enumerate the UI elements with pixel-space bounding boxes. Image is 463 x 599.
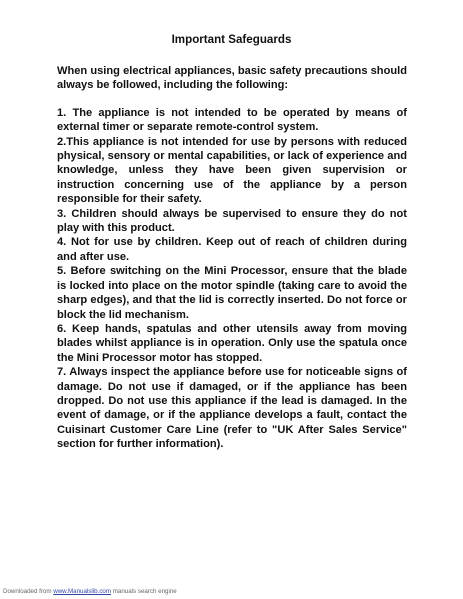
download-footer xyxy=(3,588,177,596)
intro-paragraph: When using electrical appliances, basic safety precautions should always be followed, including the following: xyxy=(57,65,407,92)
safeguards-list xyxy=(57,106,407,452)
safeguard-item-1: 1. The appliance is not intended to be operated by means of external timer or separate remote-control system. xyxy=(57,106,407,134)
safeguard-item-7: 7. Always inspect the appliance before use for noticeable signs of damage. Do not use if damaged, or if the appliance has been dropped. Do not use this appliance if the lead is damaged. In the event of damage, or if the appliance develops a fault, contact the Cuisinart Customer Care Line (refer to "UK After Sales Service" section for further information). xyxy=(57,366,407,451)
page-title: Important Safeguards xyxy=(171,33,292,46)
manualslib-link[interactable]: www.Manualslib.com xyxy=(53,588,112,595)
safeguard-item-2: 2.This appliance is not intended for use by persons with reduced physical, sensory or mental capabilities, or lack of experience and knowledge, unless they have been given supervision or instruction concerning use of the appliance by a person responsible for their safety. xyxy=(57,135,407,206)
safeguard-item-4: 4. Not for use by children. Keep out of reach of children during and after use. xyxy=(57,236,407,263)
safeguard-item-3: 3. Children should always be supervised to ensure they do not play with this product. xyxy=(57,207,407,235)
safeguards-body xyxy=(57,64,407,452)
safeguard-item-5: 5. Before switching on the Mini Processor, ensure that the blade is locked into place on the motor spindle (taking care to avoid the sharp edges), and that the lid is correctly inserted. Do not force or block the lid mechanism. xyxy=(57,265,407,321)
footer-suffix: manuals search engine xyxy=(112,588,177,595)
safeguard-item-6: 6. Keep hands, spatulas and other utensils away from moving blades whilst appliance is in operation. Only use the spatula once the Mini Processor motor has stopped. xyxy=(57,322,407,364)
footer-prefix: Downloaded from xyxy=(3,588,52,595)
